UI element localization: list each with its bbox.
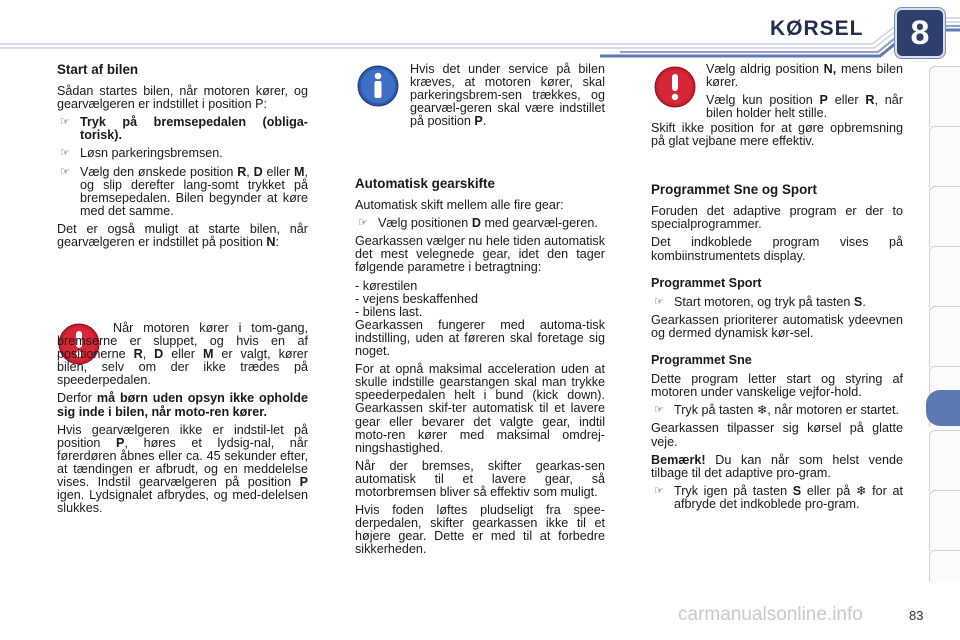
note: Bemærk! Du kan når som helst vende tilbage til det adaptive pro-gram. bbox=[651, 452, 903, 480]
column-programs bbox=[651, 122, 903, 516]
info-block bbox=[410, 63, 605, 133]
pointing-hand-icon: ☞ bbox=[654, 295, 664, 308]
pointing-hand-icon: ☞ bbox=[60, 165, 70, 178]
list-item: - kørestilen bbox=[355, 278, 418, 293]
bullet-item: ☞ Løsn parkeringsbremsen. bbox=[60, 146, 223, 161]
section-heading: Automatisk gearskifte bbox=[355, 176, 495, 191]
warning-text: Vælg aldrig position N, mens bilen kører. bbox=[706, 62, 904, 90]
bullet-item: ☞ Tryk på tasten ❄, når motoren er startet. bbox=[654, 403, 899, 418]
paragraph: Når der bremses, skifter gearkas-sen automatisk til et lavere gear, så motorbremsen bliver så effektiv som muligt. bbox=[355, 458, 605, 499]
section-heading: Programmet Sne og Sport bbox=[651, 182, 817, 198]
chapter-title: KØRSEL bbox=[770, 17, 864, 40]
warning-icon bbox=[654, 66, 696, 108]
chapter-tab[interactable] bbox=[929, 66, 960, 127]
chapter-tab[interactable] bbox=[929, 490, 960, 551]
chapter-number-badge: 8 bbox=[895, 8, 945, 58]
paragraph: Gearkassen tilpasser sig kørsel på glatte veje. bbox=[651, 421, 903, 449]
pointing-hand-icon: ☞ bbox=[654, 484, 664, 497]
snowflake-icon: ❄ bbox=[756, 403, 768, 418]
warning-block bbox=[706, 63, 903, 125]
paragraph: Det indkoblede program vises på kombiinstrumentets display. bbox=[651, 235, 903, 263]
warning-text: Når motoren kører i tom-gang, bremserne er sluppet, og hvis en af positionerne R, D eller M er valgt, kører bilen, selv om der ikke trædes på speederpedalen. bbox=[57, 321, 308, 388]
chapter-tab-active[interactable] bbox=[926, 390, 960, 426]
bullet-item: ☞ Tryk på bremsepedalen (obliga-torisk). bbox=[60, 115, 308, 143]
snowflake-icon: ❄ bbox=[855, 483, 867, 498]
list-item: - bilens last. bbox=[355, 304, 423, 319]
paragraph: Automatisk skift mellem alle fire gear: bbox=[355, 198, 564, 213]
list-item: - vejens beskaffenhed bbox=[355, 291, 478, 306]
paragraph: Gearkassen fungerer med automa-tisk indstilling, uden at føreren skal foretage sig noget. bbox=[355, 317, 605, 359]
chapter-tab[interactable] bbox=[929, 550, 960, 581]
section-heading: Start af bilen bbox=[57, 62, 139, 77]
info-icon bbox=[357, 65, 399, 107]
warning-text: Hvis gearvælgeren ikke er indstil-let på position P, høres et lydsig-nal, når førerdøren åbnes eller ca. 45 sekunder efter, at tændingen er afbrudt, og en meddelelse vises. Indstil gearvælgeren på position P igen. Lydsignalet afbrydes, og med-delelsen slukkes. bbox=[57, 422, 309, 516]
watermark: carmanualsonline.info bbox=[678, 604, 863, 625]
bullet-item: ☞ Start motoren, og tryk på tasten S. bbox=[654, 294, 866, 309]
chapter-tab[interactable] bbox=[929, 246, 960, 307]
subheading: Programmet Sne bbox=[651, 353, 752, 368]
chapter-tab[interactable] bbox=[929, 186, 960, 247]
page-number: 83 bbox=[909, 608, 924, 623]
warning-block bbox=[57, 322, 308, 520]
pointing-hand-icon: ☞ bbox=[358, 217, 368, 230]
bullet-item: ☞ Tryk igen på tasten S eller på ❄ for at afbryde det indkoblede pro-gram. bbox=[654, 483, 904, 511]
chapter-tab[interactable] bbox=[929, 306, 960, 367]
paragraph: Skift ikke position for at gøre opbremsning på glat vejbane mere effektiv. bbox=[651, 121, 903, 149]
paragraph: Gearkassen prioriterer automatisk ydeevnen og dermed dynamisk kør-sel. bbox=[651, 312, 903, 340]
paragraph: Hvis foden løftes pludseligt fra spee-derpedalen, skifter gearkassen ikke til et højere gear. Dette er med til at forbedre sikkerheden. bbox=[355, 503, 605, 557]
pointing-hand-icon: ☞ bbox=[60, 116, 70, 129]
pointing-hand-icon: ☞ bbox=[60, 147, 70, 160]
paragraph: For at opnå maksimal acceleration uden at skulle indstille gearstangen skal man trykke speederpedalen helt i bund (kick down). Gearkassen skif-ter automatisk til et lavere gear eller bevarer det valgte gear, indtil moto-ren kører med maksimal omdrej-ningshastighed. bbox=[355, 362, 605, 455]
paragraph: Det er også muligt at starte bilen, når gearvælgeren er indstillet på position N: bbox=[57, 221, 308, 250]
info-text: Hvis det under service på bilen kræves, at motoren kører, skal parkeringsbrem-sen trækkes, og gearvæl-geren skal være indstillet på position P. bbox=[410, 62, 605, 129]
warning-text: Vælg kun position P eller R, når bilen holder helt stille. bbox=[706, 93, 904, 121]
bullet-item: ☞ Vælg den ønskede position R, D eller M, og slip derefter lang-somt trykket på bremsepedalen. Bilen begynder at køre med det samme. bbox=[60, 164, 309, 218]
bullet-item: ☞ Vælg positionen D med gearvæl-geren. bbox=[358, 216, 598, 231]
subheading: Programmet Sport bbox=[651, 275, 762, 290]
pointing-hand-icon: ☞ bbox=[654, 404, 664, 417]
paragraph: Foruden det adaptive program er der to specialprogrammer. bbox=[651, 204, 903, 232]
warning-text: Derfor må børn uden opsyn ikke ophold​e sig inde i bilen, når moto-ren kører. bbox=[57, 391, 309, 419]
chapter-tab[interactable] bbox=[929, 430, 960, 491]
chapter-tab[interactable] bbox=[929, 126, 960, 187]
paragraph: Dette program letter start og styring af motoren under vanskelige vejfor-hold. bbox=[651, 372, 903, 400]
column-gearshift bbox=[355, 177, 605, 561]
paragraph: Sådan startes bilen, når motoren kører, og gearvælgeren er indstillet i position P: bbox=[57, 84, 308, 112]
paragraph: Gearkassen vælger nu hele tiden automatisk det mest velegnede gear, idet den tager følgende parametre i betragtning: bbox=[355, 234, 605, 275]
column-start bbox=[57, 63, 308, 254]
